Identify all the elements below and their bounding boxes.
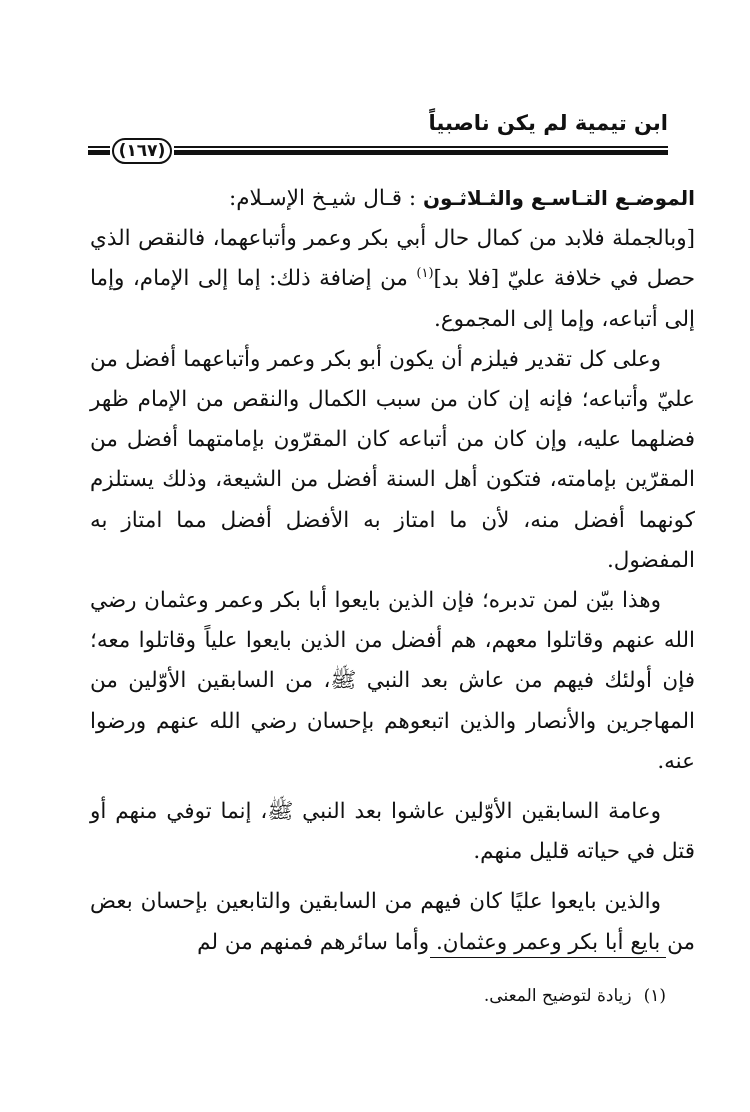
paragraph-2: وعلى كل تقدير فيلزم أن يكون أبو بكر وعمر وأتباعهما أفضل من عليّ وأتباعه؛ فإنه إن كان من سبب الكمال والنقص من الإمام ظهر فضلهما عليه، وإن كان من أتباعه كان المقرّون بإمامتهما أفضل من المقرّين بإمامته، فتكون أهل السنة أفضل من الشيعة، وذلك يستلزم كونهما أفضل منه، لأن ما امتاز به الأفضل أفضل مما امتاز به المفضول. [90, 346, 695, 573]
footnote-separator [430, 957, 666, 958]
paragraph-3: وهذا بيّن لمن تدبره؛ فإن الذين بايعوا أبا بكر وعمر وعثمان رضي الله عنهم وقاتلوا معهم، هم أفضل من الذين بايعوا علياً وقاتلوا معه؛ فإن أولئك فيهم من عاش بعد النبي ﷺ، من السابقين الأوّلين من المهاجرين والأنصار والذين اتبعوهم بإحسان رضي الله عنهم ورضوا عنه. [90, 588, 695, 774]
paragraph-4: وعامة السابقين الأوّلين عاشوا بعد النبي ﷺ، إنما توفي منهم أو قتل في حياته قليل منهم. [90, 799, 695, 865]
main-text [90, 178, 695, 963]
header-rule-left [88, 146, 110, 155]
section-heading-line [90, 178, 695, 219]
footnote-text: زيادة لتوضيح المعنى. [483, 986, 632, 1006]
paragraph-1-end: من إضافة ذلك: إما إلى الإمام، وإما إلى أتباعه، وإما إلى المجموع. [90, 266, 695, 332]
page-number: (١٦٧) [112, 138, 172, 164]
header-rule-right [174, 146, 668, 155]
paragraph-5: والذين بايعوا عليًا كان فيهم من السابقين والتابعين بإحسان بعض من بايع أبا بكر وعمر وعثمان. وأما سائرهم فمنهم من لم [90, 889, 695, 955]
header-rule [88, 138, 668, 168]
section-heading: الموضـع التـاسـع والثـلاثـون [422, 186, 695, 210]
footnote-number: (١) [643, 986, 666, 1006]
footnote [484, 982, 666, 1010]
running-title: ابن تيمية لم يكن ناصبياً [428, 111, 668, 135]
paragraph-1 [90, 219, 695, 340]
paragraph-1-start: [وبالجملة فلابد من كمال حال أبي بكر وعمر وأتباعهما، فالنقص الذي حصل في خلافة عليّ [فلا بد] [90, 226, 696, 292]
section-heading-rest: : قـال شيـخ الإسـلام: [229, 186, 423, 211]
footnote-reference: (١) [416, 266, 434, 282]
